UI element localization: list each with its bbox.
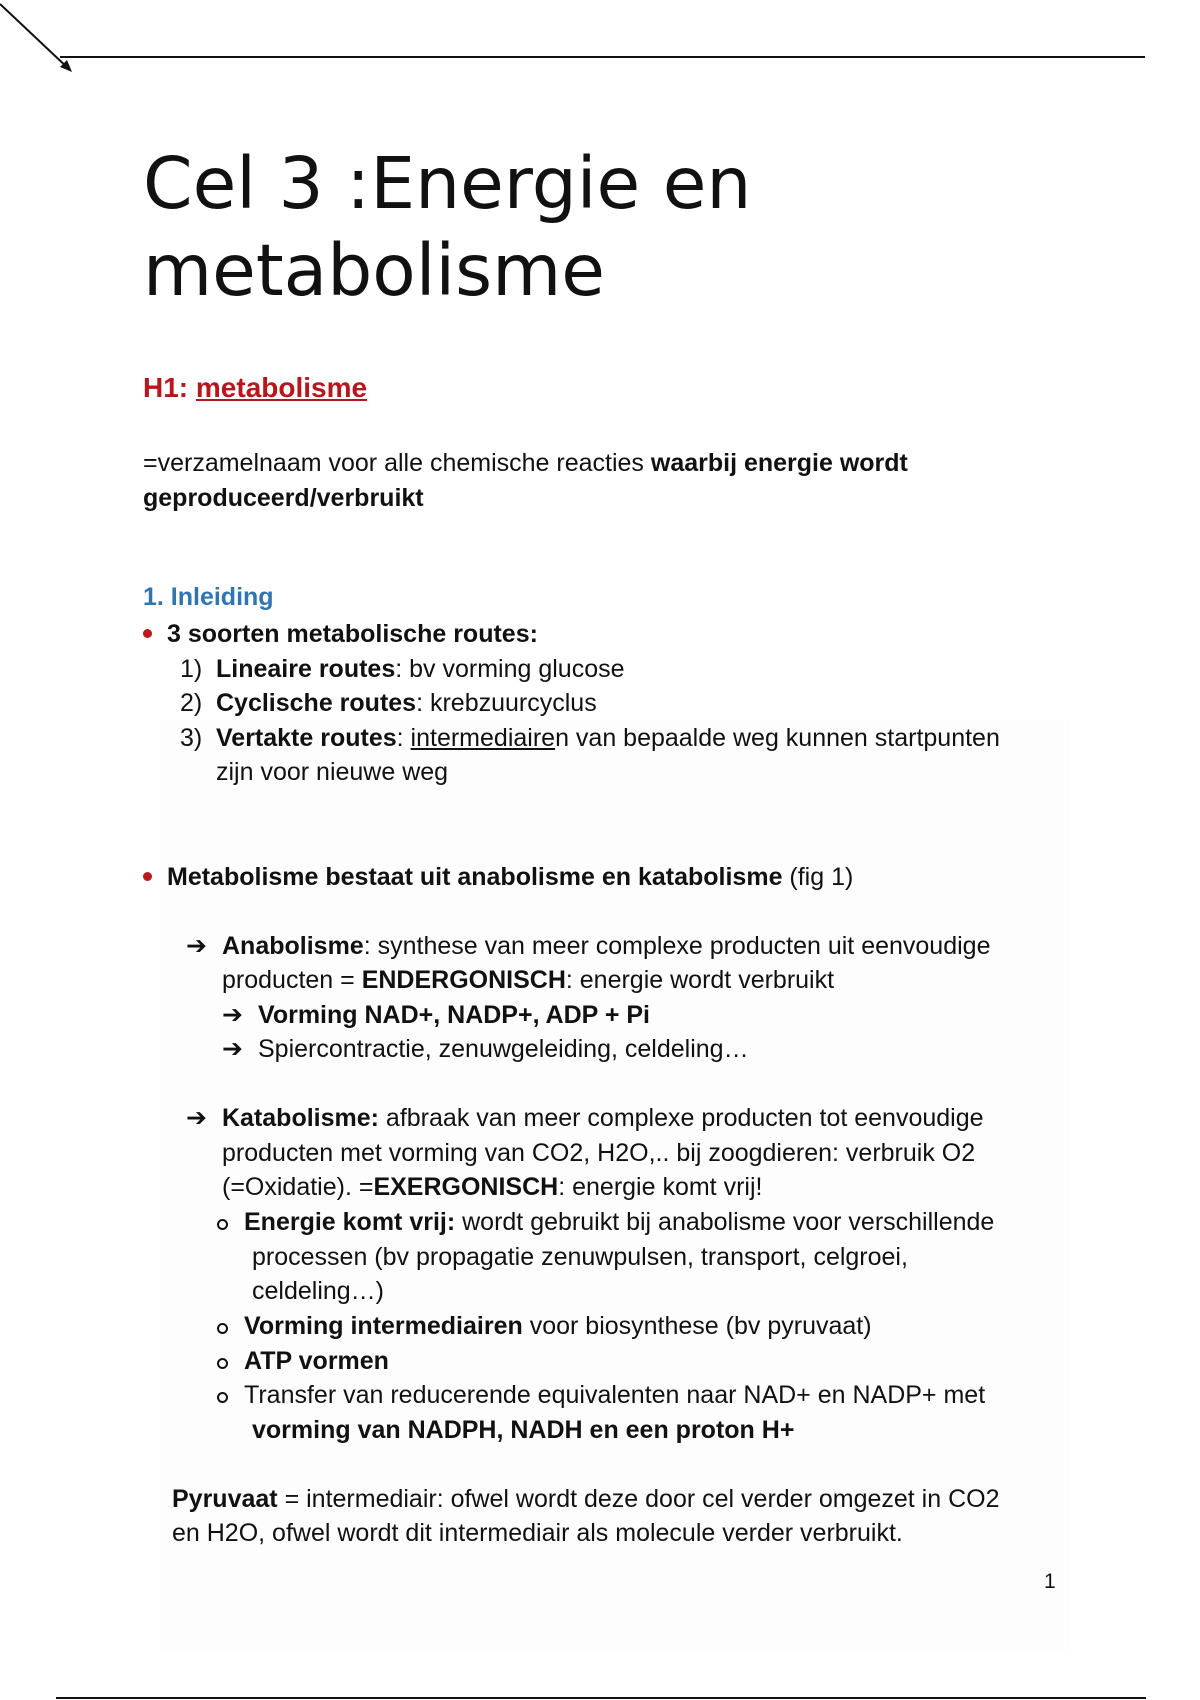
sub-item-text: wordt gebruikt bij anabolisme voor verschillende xyxy=(455,1208,995,1236)
catabolism-text: afbraak van meer complexe producten tot eenvoudige xyxy=(378,1104,984,1132)
anabolism-text: : energie wordt verbruikt xyxy=(565,966,835,994)
anabolism-sub-item xyxy=(222,1032,749,1067)
circle-bullet-icon xyxy=(217,1358,228,1369)
corner-arrow-icon xyxy=(0,0,80,80)
sub-item-bold: Vorming NAD+, NADP+, ADP + Pi xyxy=(258,1001,650,1029)
chapter-name: metabolisme xyxy=(195,372,368,403)
metabolism-bold: Metabolisme bestaat uit anabolisme en katabolisme xyxy=(167,863,783,891)
list-number: 1) xyxy=(180,655,203,683)
chapter-heading xyxy=(143,372,367,404)
endergonic-term: ENDERGONISCH xyxy=(361,966,566,994)
sub-item-text: Transfer van reducerende equivalenten naar NAD+ en NADP+ met xyxy=(244,1381,986,1409)
sub-item-bold: ATP vormen xyxy=(244,1347,389,1375)
list-item-text: : xyxy=(396,724,411,752)
pyruvate-term: Pyruvaat xyxy=(172,1485,278,1513)
footer-rule xyxy=(56,1697,1146,1699)
definition-plain: =verzamelnaam voor alle chemische reacties xyxy=(143,449,651,477)
list-item-bold: Cyclische routes xyxy=(216,689,417,717)
list-item-text: : krebzuurcyclus xyxy=(416,689,597,717)
circle-bullet-icon xyxy=(217,1219,228,1230)
list-number: 3) xyxy=(180,724,203,752)
list-item-text: : bv vorming glucose xyxy=(395,655,625,683)
list-item-text: n van bepaalde weg kunnen startpunten xyxy=(555,724,1000,752)
sub-item-bold: Vorming intermediairen xyxy=(244,1312,523,1340)
catabolism-line xyxy=(222,1170,762,1205)
list-item xyxy=(180,686,597,721)
chapter-prefix: H1: xyxy=(143,372,196,403)
catabolism-text: (=Oxidatie). = xyxy=(222,1173,374,1201)
sub-list-item xyxy=(217,1309,872,1344)
arrow-right-icon: ➔ xyxy=(186,1104,207,1132)
anabolism-line xyxy=(186,929,990,964)
bullet-dot-icon xyxy=(143,629,152,638)
exergonic-term: EXERGONISCH xyxy=(373,1173,559,1201)
list-item-bold: Vertakte routes xyxy=(216,724,397,752)
list-item-continuation: zijn voor nieuwe weg xyxy=(216,758,449,786)
catabolism-term: Katabolisme: xyxy=(222,1104,379,1132)
pyruvate-line xyxy=(172,1482,1000,1517)
bullet-item xyxy=(143,860,853,895)
list-item xyxy=(180,721,1000,756)
sub-list-item xyxy=(217,1205,994,1240)
arrow-right-icon: ➔ xyxy=(222,1035,243,1063)
sub-list-item xyxy=(217,1378,985,1413)
circle-bullet-icon xyxy=(217,1392,228,1403)
definition-bold: waarbij energie wordt geproduceerd/verbruikt xyxy=(143,449,908,512)
pyruvate-line: en H2O, ofwel wordt dit intermediair als molecule verder verbruikt. xyxy=(172,1519,903,1547)
circle-bullet-icon xyxy=(217,1323,228,1334)
section-heading: 1. Inleiding xyxy=(143,583,274,611)
catabolism-line xyxy=(186,1101,984,1136)
arrow-right-icon: ➔ xyxy=(186,932,207,960)
anabolism-text: producten = xyxy=(222,966,362,994)
sub-item-continuation: celdeling…) xyxy=(252,1277,385,1305)
sub-item-bold: Energie komt vrij: xyxy=(244,1208,456,1236)
sub-item-continuation: processen (bv propagatie zenuwpulsen, transport, celgroei, xyxy=(252,1243,908,1271)
sub-item-text: voor biosynthese (bv pyruvaat) xyxy=(522,1312,872,1340)
document-title: Cel 3 :Energie en metabolisme xyxy=(143,142,752,312)
underlined-term: intermediaire xyxy=(410,724,556,752)
arrow-right-icon: ➔ xyxy=(222,1001,243,1029)
bullet-item xyxy=(143,617,538,652)
metabolism-text: (fig 1) xyxy=(782,863,854,891)
anabolism-term: Anabolisme xyxy=(222,932,364,960)
anabolism-line xyxy=(222,963,834,998)
page-number: 1 xyxy=(1044,1570,1056,1593)
bullet-dot-icon xyxy=(143,872,152,881)
sub-item-text: Spiercontractie, zenuwgeleiding, celdeling… xyxy=(258,1035,749,1063)
catabolism-text: : energie komt vrij! xyxy=(558,1173,763,1201)
routes-label: 3 soorten metabolische routes: xyxy=(167,620,538,648)
header-rule xyxy=(60,56,1145,58)
sub-list-item xyxy=(217,1344,389,1379)
anabolism-sub-item xyxy=(222,998,650,1033)
anabolism-text: : synthese van meer complexe producten uit eenvoudige xyxy=(363,932,991,960)
list-item xyxy=(180,652,625,687)
catabolism-line: producten met vorming van CO2, H2O,.. bij zoogdieren: verbruik O2 xyxy=(222,1139,976,1167)
definition-paragraph xyxy=(143,446,963,516)
sub-item-continuation: vorming van NADPH, NADH en een proton H+ xyxy=(252,1416,795,1444)
pyruvate-text: = intermediair: ofwel wordt deze door cel verder omgezet in CO2 xyxy=(277,1485,1000,1513)
list-number: 2) xyxy=(180,689,203,717)
list-item-bold: Lineaire routes xyxy=(216,655,396,683)
